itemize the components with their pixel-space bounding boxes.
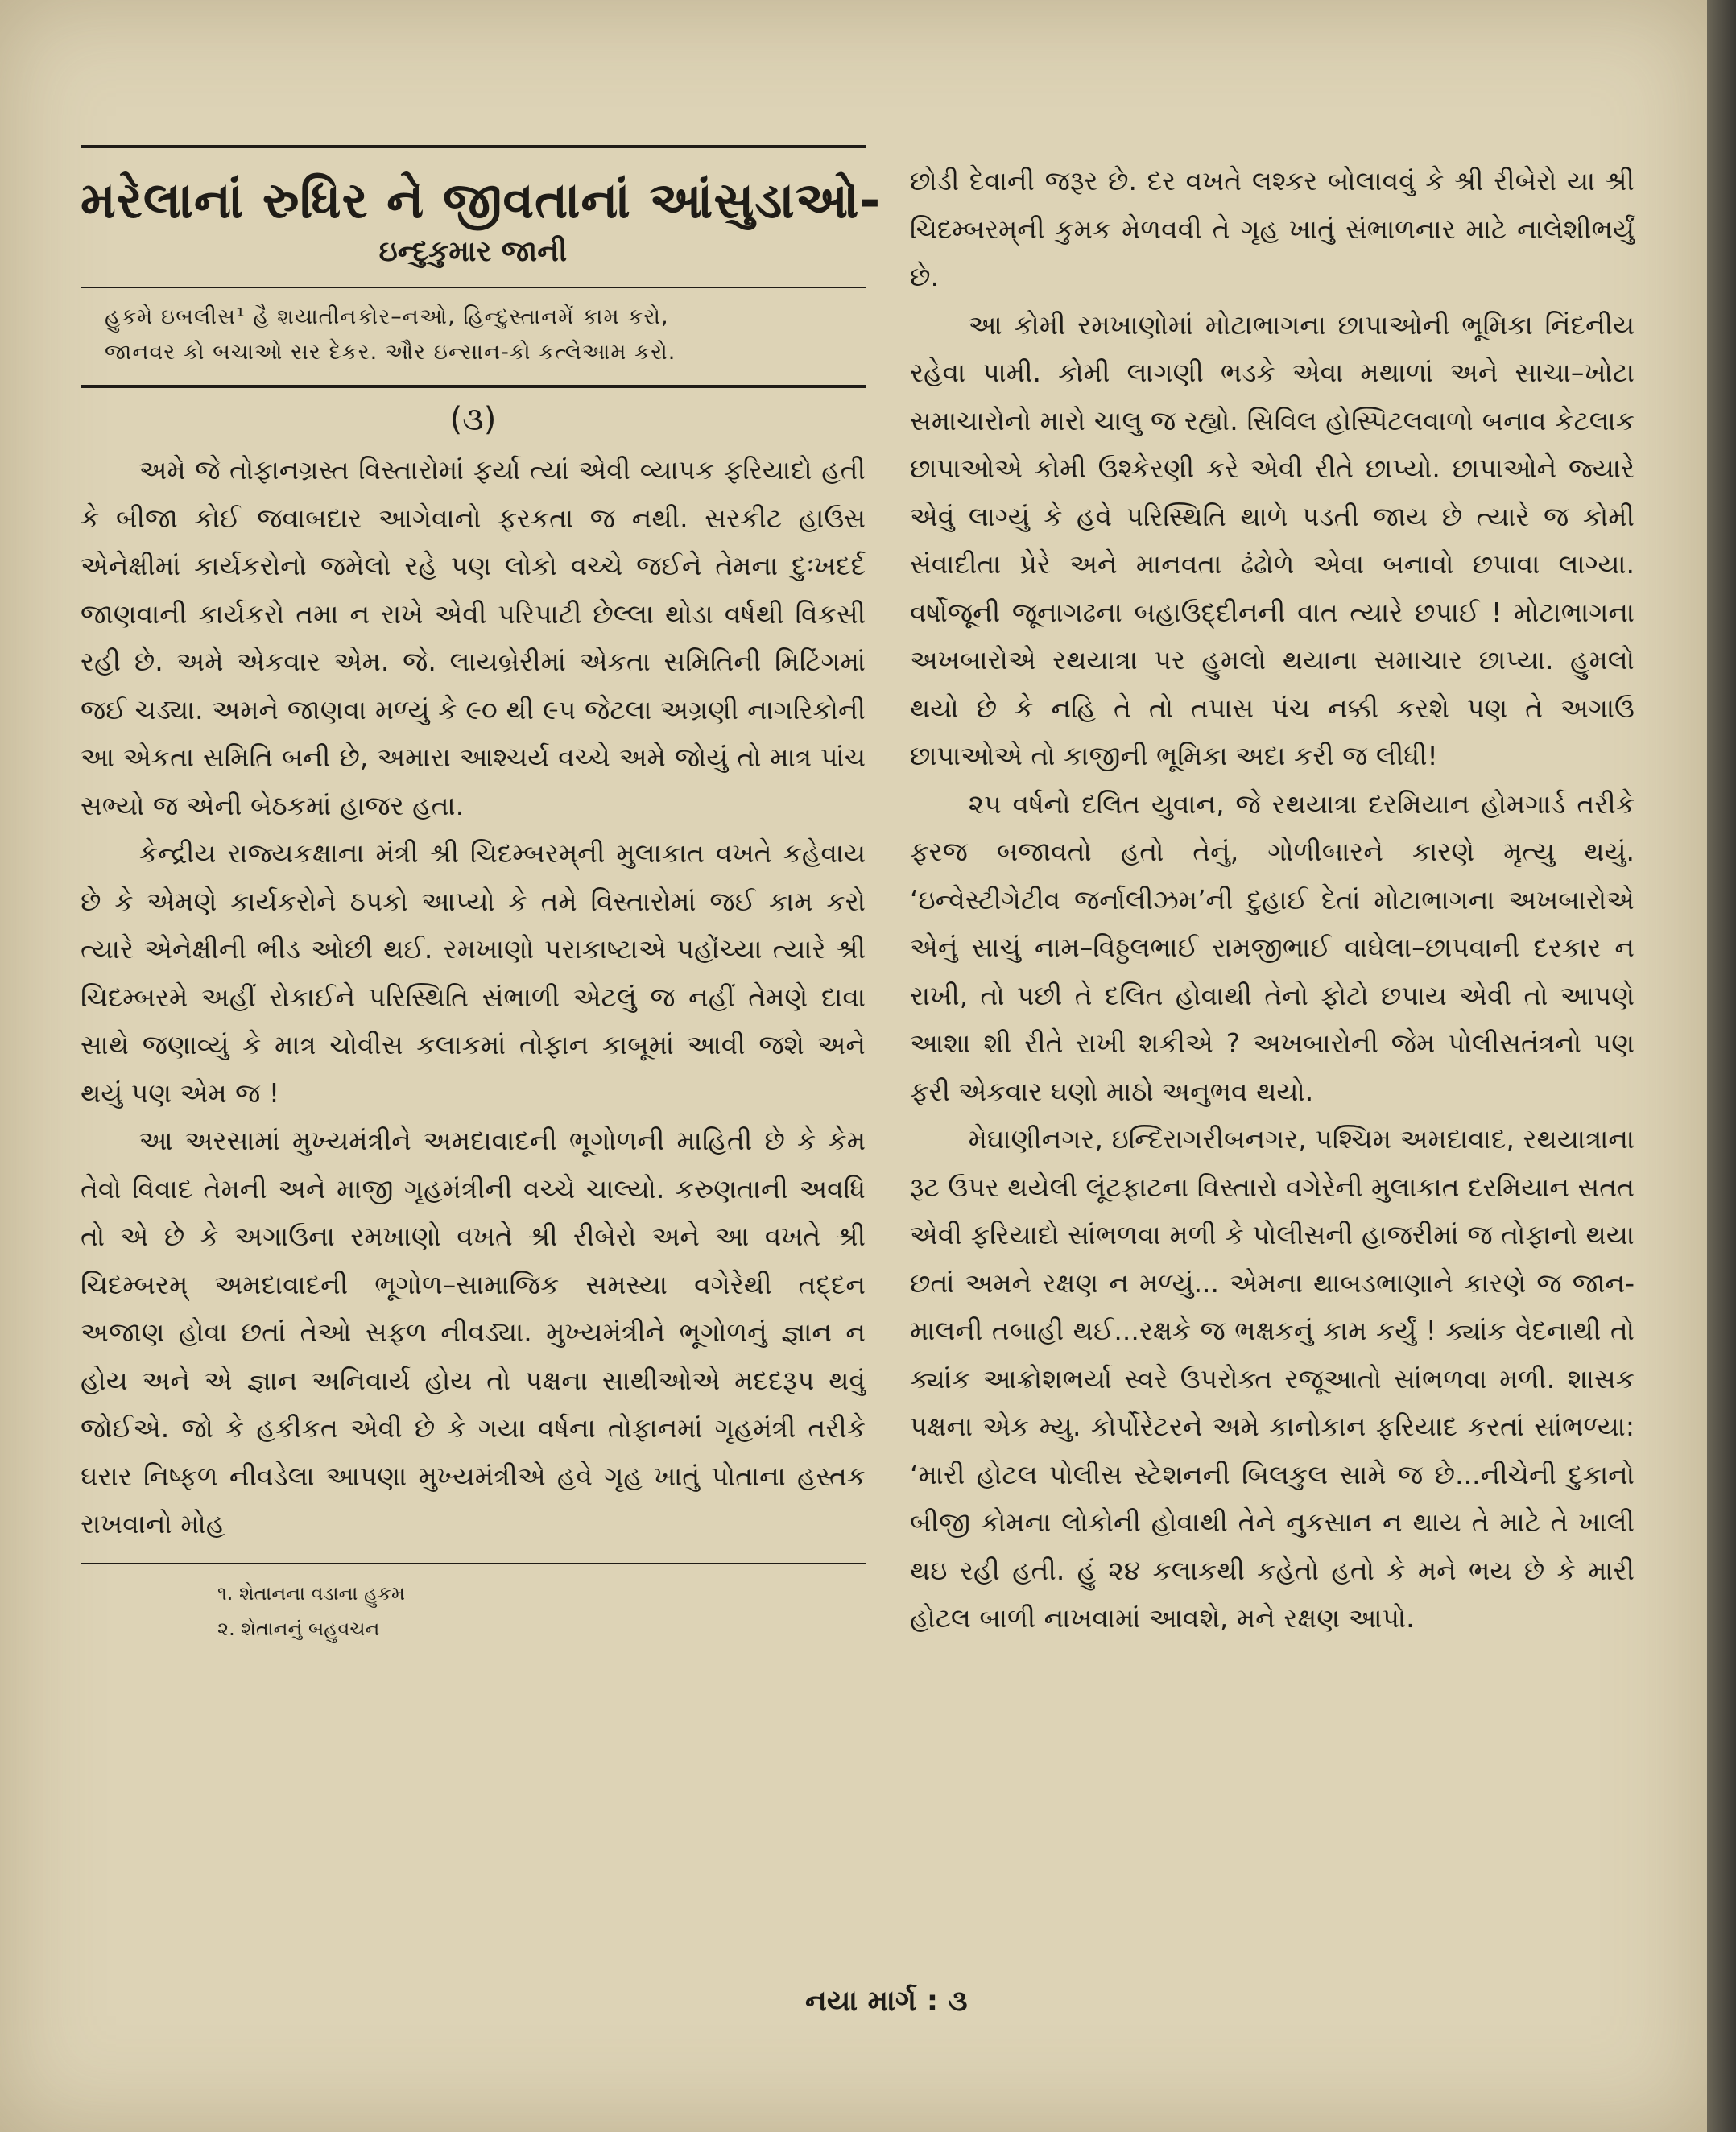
page-edge <box>1707 0 1736 2132</box>
epigraph-line-2: જાનવર કો બચાઓ સર દેકર. ઔર ઇન્સાન-કો કત્લેઆમ કરો. <box>105 340 676 365</box>
epigraph <box>81 288 866 385</box>
right-paragraph-1: છોડી દેવાની જરૂર છે. દર વખતે લશ્કર બોલાવવું કે શ્રી રીબેરો યા શ્રી ચિદમ્બરમ્‌ની કુમક મેળવવી તે ગૃહ ખાતું સંભાળનાર માટે નાલેશીભર્યું છે. <box>910 165 1635 292</box>
right-paragraph-2: આ કોમી રમખાણોમાં મોટાભાગના છાપાઓની ભૂમિકા નિંદનીય રહેવા પામી. કોમી લાગણી ભડકે એવા મથાળાં અને સાચા–ખોટા સમાચારોનો મારો ચાલુ જ રહ્યો. સિવિલ હોસ્પિટલવાળો બનાવ કેટલાક છાપાઓએ કોમી ઉશ્કેરણી કરે એવી રીતે છાપ્યો. છાપાઓને જ્યારે એવું લાગ્યું કે હવે પરિસ્થિતિ થાળે પડતી જાય છે ત્યારે જ કોમી સંવાદીતા પ્રેરે અને માનવતા ઢંઢોળે એવા બનાવો છપાવા લાગ્યા. વર્ષોજૂની જૂનાગઢના બહાઉદ્દીનની વાત ત્યારે છપાઈ ! મોટાભાગના અખબારોએ રથયાત્રા પર હુમલો થયાના સમાચાર છાપ્યા. હુમલો થયો છે કે નહિ તે તો તપાસ પંચ નક્કી કરશે પણ તે અગાઉ છાપાઓએ તો કાજીની ભૂમિકા અદા કરી જ લીધી! <box>910 308 1635 771</box>
left-paragraph-2: કેન્દ્રીય રાજ્યકક્ષાના મંત્રી શ્રી ચિદમ્બરમ્‌ની મુલાકાત વખતે કહેવાય છે કે એમણે કાર્યકરોને ઠપકો આપ્યો કે તમે વિસ્તારોમાં જઈ કામ કરો ત્યારે એનેક્ષીની ભીડ ઓછી થઈ. રમખાણો પરાકાષ્ટાએ પહોંચ્યા ત્યારે શ્રી ચિદમ્બરમે અહીં રોકાઈને પરિસ્થિતિ સંભાળી એટલું જ નહીં તેમણે દાવા સાથે જણાવ્યું કે માત્ર ચોવીસ કલાકમાં તોફાન કાબૂમાં આવી જશે અને થયું પણ એમ જ ! <box>81 837 866 1109</box>
article-title: મરેલાનાં રુધિર ને જીવતાનાં આંસુડાઓ- <box>81 171 882 229</box>
article-author: ઇન્દુકુમાર જાની <box>378 235 568 268</box>
section-number: (૩) <box>449 401 497 438</box>
page-footer: નયા માર્ગ : ૩ <box>805 1985 968 2018</box>
left-column <box>81 145 882 1647</box>
left-paragraph-1: અમે જે તોફાનગ્રસ્ત વિસ્તારોમાં ફર્યા ત્યાં એવી વ્યાપક ફરિયાદો હતી કે બીજા કોઈ જવાબદાર આગેવાનો ફરકતા જ નથી. સરકીટ હાઉસ એનેક્ષીમાં કાર્યકરોનો જમેલો રહે પણ લોકો વચ્ચે જઈને તેમના દુઃખદર્દ જાણવાની કાર્યકરો તમા ન રાખે એવી પરિપાટી છેલ્લા થોડા વર્ષથી વિકસી રહી છે. અમે એકવાર એમ. જે. લાયબ્રેરીમાં એકતા સમિતિની મિટિંગમાં જઈ ચડ્યા. અમને જાણવા મળ્યું કે ૯૦ થી ૯૫ જેટલા અગ્રણી નાગરિકોની આ એકતા સમિતિ બની છે, અમારા આશ્ચર્ય વચ્ચે અમે જોયું તો માત્ર પાંચ સભ્યો જ એની બેઠકમાં હાજર હતા. <box>81 454 866 821</box>
right-paragraph-3: ૨૫ વર્ષનો દલિત યુવાન, જે રથયાત્રા દરમિયાન હોમગાર્ડ તરીકે ફરજ બજાવતો હતો તેનું, ગોળીબારને કારણે મૃત્યુ થયું. ‘ઇન્વેસ્ટીગેટીવ જર્નાલીઝમ’ની દુહાઈ દેતાં મોટાભાગના અખબારોએ એનું સાચું નામ–વિઠ્ઠલભાઈ રામજીભાઈ વાઘેલા–છાપવાની દરકાર ન રાખી, તો પછી તે દલિત હોવાથી તેનો ફોટો છપાય એવી તો આપણે આશા શી રીતે રાખી શકીએ ? અખબારોની જેમ પોલીસતંત્રનો પણ ફરી એકવાર ઘણો માઠો અનુભવ થયો. <box>910 787 1635 1107</box>
right-column <box>910 157 1635 1642</box>
title-top-rule <box>81 145 866 148</box>
left-paragraph-3: આ અરસામાં મુખ્યમંત્રીને અમદાવાદની ભૂગોળની માહિતી છે કે કેમ તેવો વિવાદ તેમની અને માજી ગૃહમંત્રીની વચ્ચે ચાલ્યો. કરુણતાની અવધિ તો એ છે કે અગાઉના રમખાણો વખતે શ્રી રીબેરો અને આ વખતે શ્રી ચિદમ્બરમ્ અમદાવાદની ભૂગોળ–સામાજિક સમસ્યા વગેરેથી તદ્દન અજાણ હોવા છતાં તેઓ સફળ નીવડ્યા. મુખ્યમંત્રીને ભૂગોળનું જ્ઞાન ન હોય અને એ જ્ઞાન અનિવાર્ય હોય તો પક્ષના સાથીઓએ મદદરૂપ થવું જોઈએ. જો કે હકીકત એવી છે કે ગયા વર્ષના તોફાનમાં ગૃહમંત્રી તરીકે ઘરાર નિષ્ફળ નીવડેલા આપણા મુખ્યમંત્રીએ હવે ગૃહ ખાતું પોતાના હસ્તક રાખવાનો મોહ <box>81 1125 866 1539</box>
epigraph-line-1: હુકમે ઇબલીસ¹ હૈ શયાતીનકોર–નઓ, હિન્દુસ્તાનમેં કામ કરો, <box>105 304 669 329</box>
footnote-1: ૧. શેતાનના વડાના હુકમ <box>217 1581 405 1605</box>
footnote-2: ૨. શેતાનનું બહુવચન <box>217 1617 380 1640</box>
right-paragraph-4: મેઘાણીનગર, ઇન્દિરાગરીબનગર, પશ્ચિમ અમદાવાદ, રથયાત્રાના રૂટ ઉપર થયેલી લૂંટફાટના વિસ્તારો વગેરેની મુલાકાત દરમિયાન સતત એવી ફરિયાદો સાંભળવા મળી કે પોલીસની હાજરીમાં જ તોફાનો થયા છતાં અમને રક્ષણ ન મળ્યું... એમના થાબડભાણાને કારણે જ જાન-માલની તબાહી થઈ...રક્ષકે જ ભક્ષકનું કામ કર્યું ! ક્યાંક વેદનાથી તો ક્યાંક આક્રોશભર્યા સ્વરે ઉપરોક્ત રજૂઆતો સાંભળવા મળી. શાસક પક્ષના એક મ્યુ. કોર્પોરેટરને અમે કાનોકાન ફરિયાદ કરતાં સાંભળ્યા: ‘મારી હોટલ પોલીસ સ્ટેશનની બિલકુલ સામે જ છે...નીચેની દુકાનો બીજી કોમના લોકોની હોવાથી તેને નુકસાન ન થાય તે માટે તે ખાલી થઇ રહી હતી. હું ૨૪ કલાકથી કહેતો હતો કે મને ભય છે કે મારી હોટલ બાળી નાખવામાં આવશે, મને રક્ષણ આપો. <box>910 1123 1635 1634</box>
epigraph-bottom-rule <box>81 385 866 388</box>
footnotes <box>81 1563 866 1647</box>
